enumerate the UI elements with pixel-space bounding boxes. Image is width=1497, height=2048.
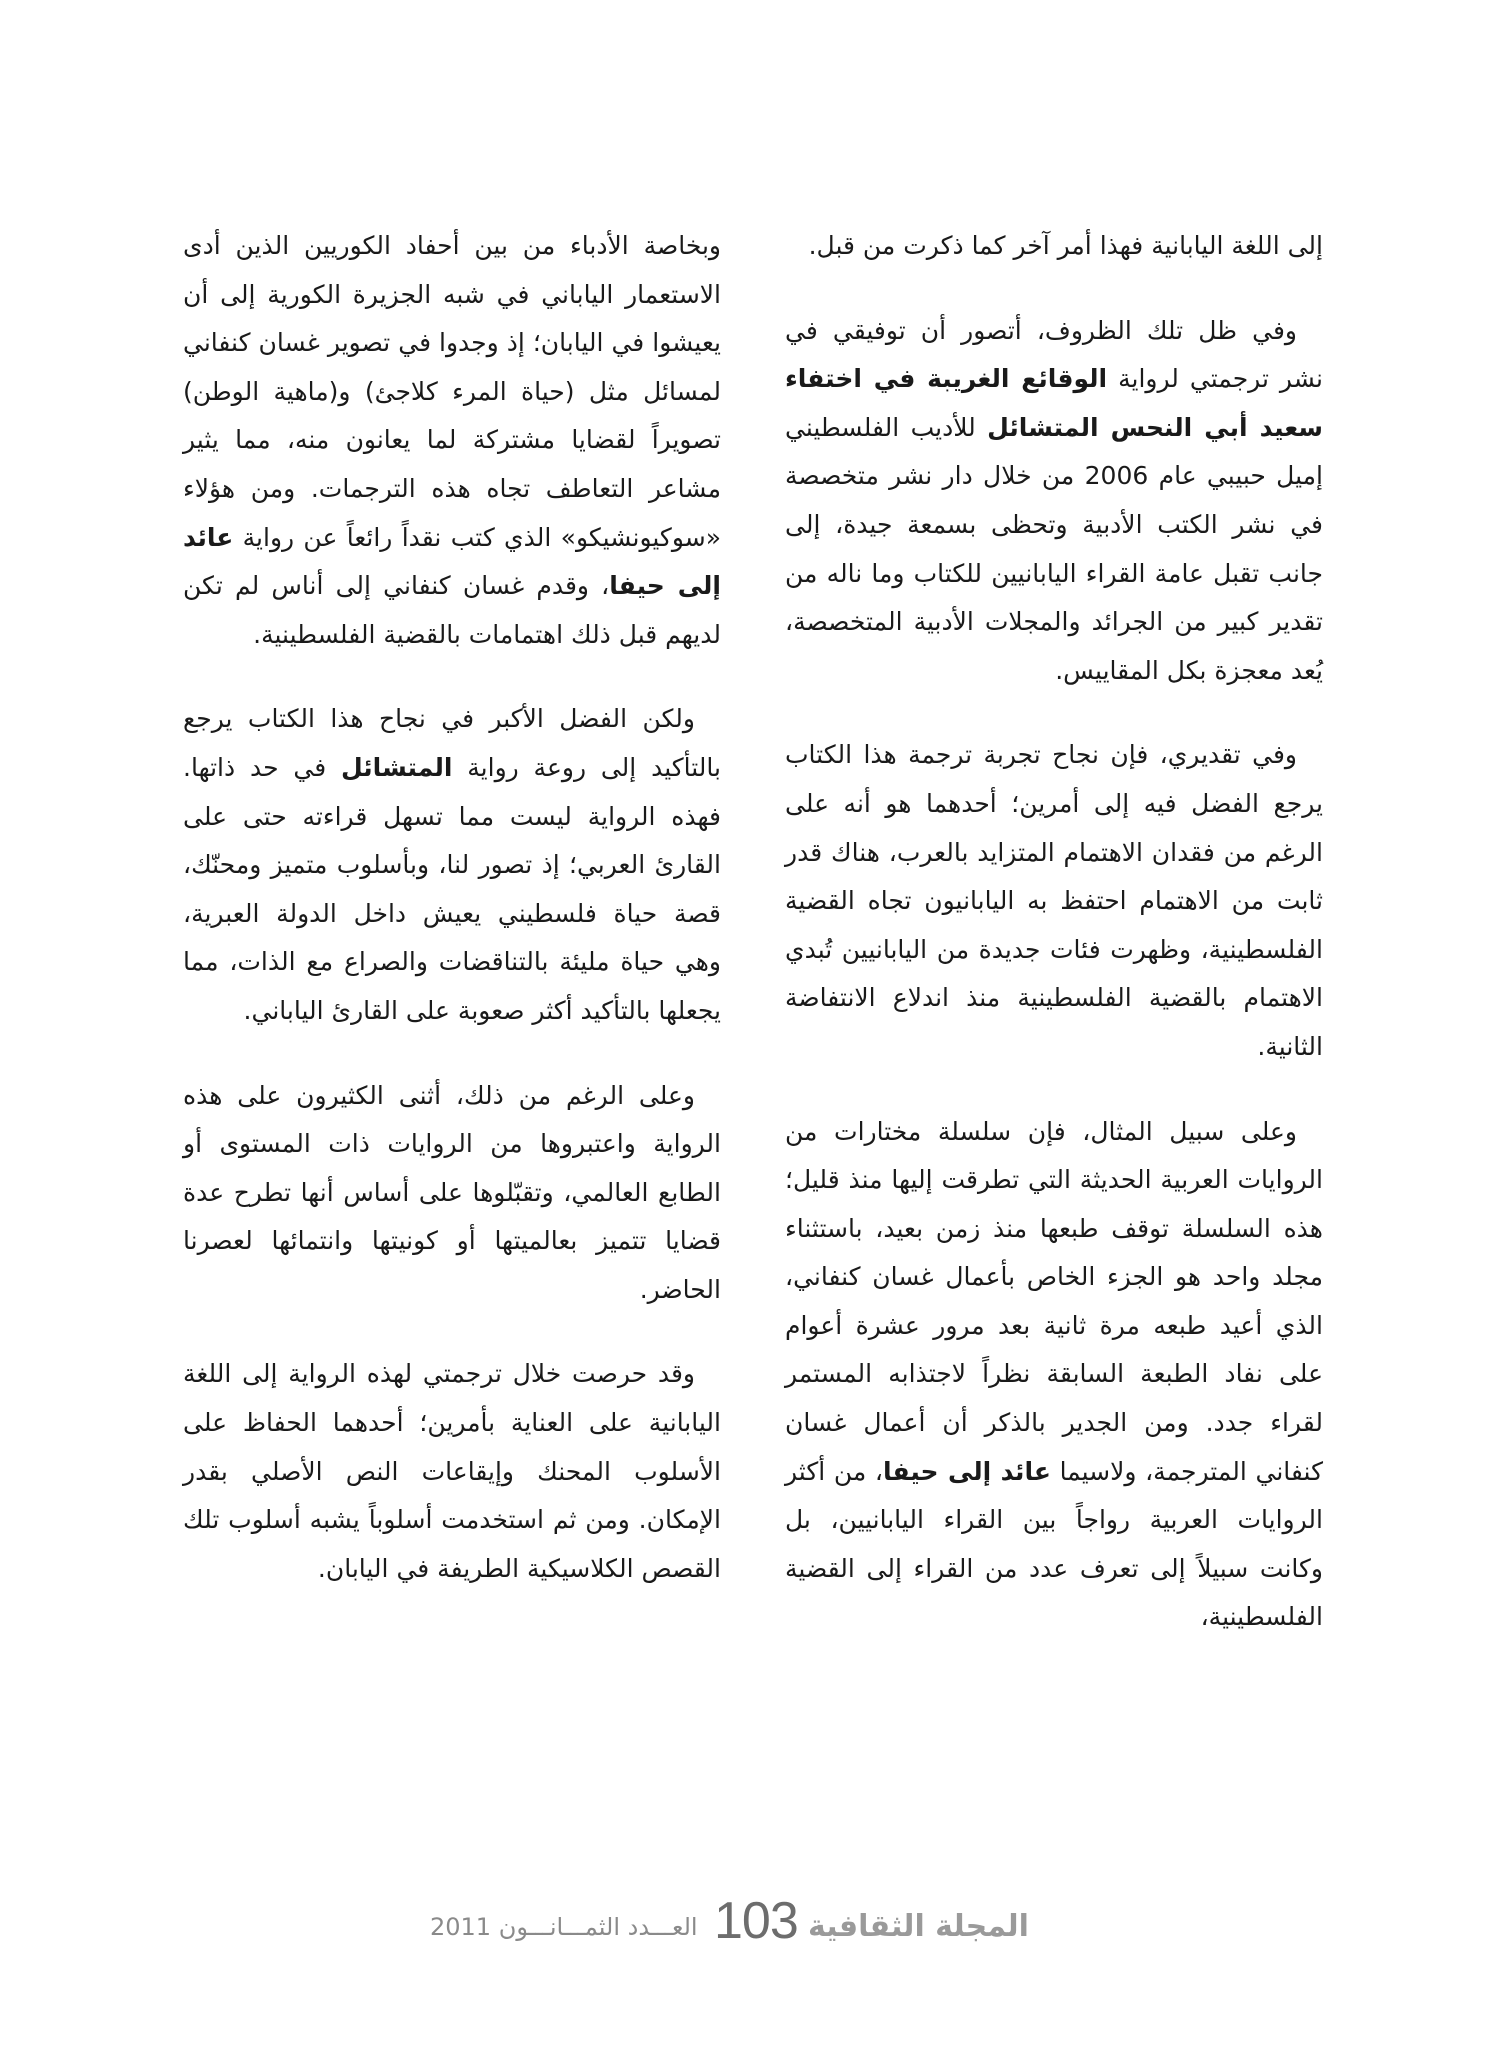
bold-title: المتشائل: [340, 752, 453, 782]
paragraph: وبخاصة الأدباء من بين أحفاد الكوريين الذين أدى الاستعمار الياباني في شبه الجزيرة الكورية إلى أن يعيشوا في اليابان؛ إذ وجدوا في تصوير غسان كنفاني لمسائل مثل (حياة المرء كلاجئ) و(ماهية الوطن) تصويراً لقضايا مشتركة لما يعانون منه، مما يثير مشاعر التعاطف تجاه هذه الترجمات. ومن هؤلاء «سوكيونشيكو» الذي كتب نقداً رائعاً عن رواية عائد إلى حيفا، وقدم غسان كنفاني إلى أناس لم تكن لديهم قبل ذلك اهتمامات بالقضية الفلسطينية.: [183, 231, 721, 649]
magazine-name: المجلة الثقافية: [808, 1909, 1029, 1944]
page-number: 103: [714, 1892, 798, 1950]
bold-title: الوقائع الغريبة في اختفاء سعيد أبي النحس المتشائل: [785, 364, 1323, 442]
paragraph: ولكن الفضل الأكبر في نجاح هذا الكتاب يرجع بالتأكيد إلى روعة رواية المتشائل في حد ذاتها. فهذه الرواية ليست مما تسهل قراءته حتى على القارئ العربي؛ إذ تصور لنا، وبأسلوب متميز ومحنّك، قصة حياة فلسطيني يعيش داخل الدولة العبرية، وهي حياة مليئة بالتناقضات والصراع مع الذات، مما يجعلها بالتأكيد أكثر صعوبة على القارئ الياباني.: [183, 704, 721, 1025]
bold-title: عائد إلى حيفا: [882, 1456, 1051, 1486]
paragraph: وعلى الرغم من ذلك، أثنى الكثيرون على هذه الرواية واعتبروها من الروايات ذات المستوى أو الطابع العالمي، وتقبّلوها على أساس أنها تطرح عدة قضايا تتميز بعالميتها أو كونيتها وانتمائها لعصرنا الحاضر.: [183, 1080, 721, 1304]
paragraph: وفي تقديري، فإن نجاح تجربة ترجمة هذا الكتاب يرجع الفضل فيه إلى أمرين؛ أحدهما هو أنه على الرغم من فقدان الاهتمام المتزايد بالعرب، هناك قدر ثابت من الاهتمام احتفظ به اليابانيون تجاه القضية الفلسطينية، وظهرت فئات جديدة من اليابانيين تُبدي الاهتمام بالقضية الفلسطينية منذ اندلاع الانتفاضة الثانية.: [785, 740, 1323, 1061]
left-column: [183, 222, 721, 1629]
issue-label: العـــدد الثمـــانـــون 2011: [430, 1913, 698, 1941]
paragraph: وقد حرصت خلال ترجمتي لهذه الرواية إلى اللغة اليابانية على العناية بأمرين؛ أحدهما الحفاظ على الأسلوب المحنك وإيقاعات النص الأصلي بقدر الإمكان. ومن ثم استخدمت أسلوباً يشبه أسلوب تلك القصص الكلاسيكية الطريفة في اليابان.: [183, 1359, 721, 1583]
page-footer: [430, 1892, 1080, 1955]
right-column: [785, 222, 1323, 1678]
bold-title: عائد إلى حيفا: [183, 522, 721, 601]
paragraph: وفي ظل تلك الظروف، أتصور أن توفيقي في نشر ترجمتي لرواية الوقائع الغريبة في اختفاء سعيد أبي النحس المتشائل للأديب الفلسطيني إميل حبيبي عام 2006 من خلال دار نشر متخصصة في نشر الكتب الأدبية وتحظى بسمعة جيدة، إلى جانب تقبل عامة القراء اليابانيين للكتاب وما ناله من تقدير كبير من الجرائد والمجلات الأدبية المتخصصة، يُعد معجزة بكل المقاييس.: [785, 315, 1323, 685]
paragraph: وعلى سبيل المثال، فإن سلسلة مختارات من الروايات العربية الحديثة التي تطرقت إليها منذ قليل؛ هذه السلسلة توقف طبعها منذ زمن بعيد، باستثناء مجلد واحد هو الجزء الخاص بأعمال غسان كنفاني، الذي أعيد طبعه مرة ثانية بعد مرور عشرة أعوام على نفاد الطبعة السابقة نظراً لاجتذابه المستمر لقراء جدد. ومن الجدير بالذكر أن أعمال غسان كنفاني المترجمة، ولاسيما عائد إلى حيفا، من أكثر الروايات العربية رواجاً بين القراء اليابانيين، بل وكانت سبيلاً إلى تعرف عدد من القراء إلى القضية الفلسطينية،: [785, 1116, 1323, 1632]
paragraph: إلى اللغة اليابانية فهذا أمر آخر كما ذكرت من قبل.: [808, 231, 1323, 260]
